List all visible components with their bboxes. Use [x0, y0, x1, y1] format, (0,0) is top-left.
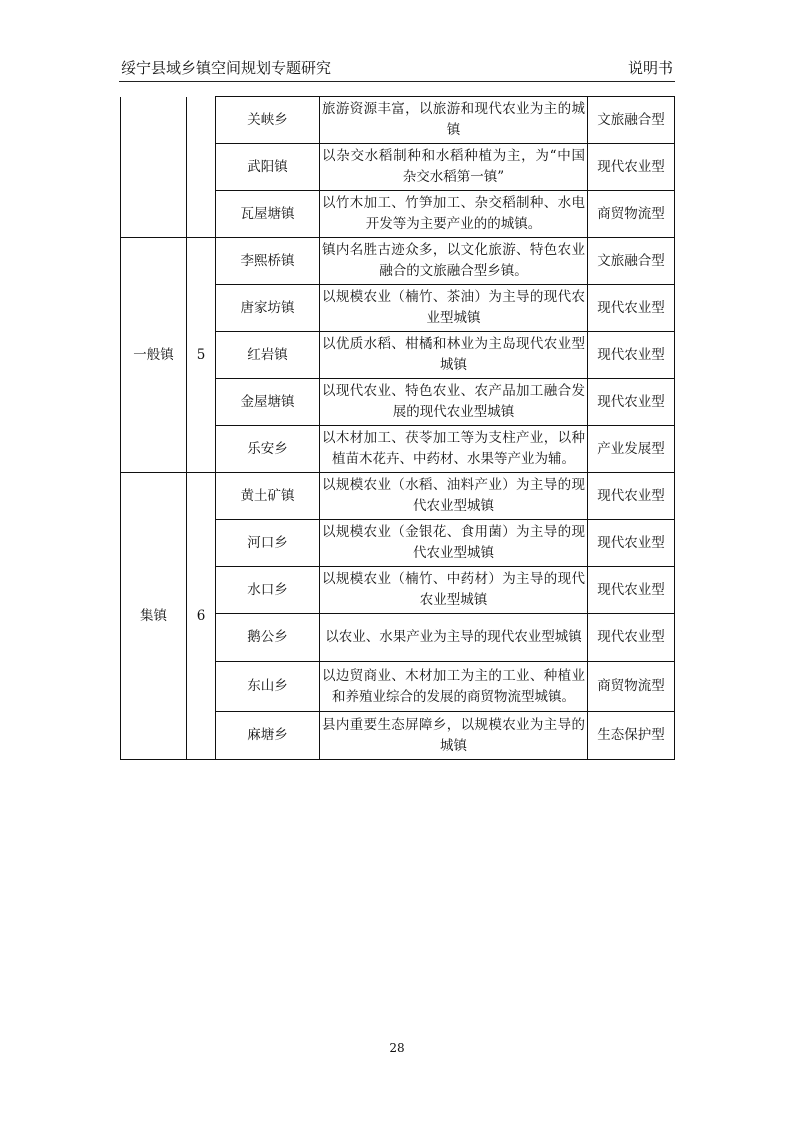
count-cell: 5 [187, 238, 216, 473]
category-cell: 集镇 [121, 473, 187, 760]
town-description: 以边贸商业、木材加工为主的工业、种植业和养殖业综合的发展的商贸物流型城镇。 [320, 662, 588, 712]
town-description: 以规模农业（水稻、油料产业）为主导的现代农业型城镇 [320, 473, 588, 520]
town-name: 河口乡 [216, 520, 320, 567]
town-type: 现代农业型 [588, 332, 675, 379]
count-cell [187, 97, 216, 238]
table-row [121, 238, 675, 285]
town-description: 以竹木加工、竹笋加工、杂交稻制种、水电开发等为主要产业的的城镇。 [320, 191, 588, 238]
town-type: 文旅融合型 [588, 238, 675, 285]
town-type: 现代农业型 [588, 285, 675, 332]
town-name: 麻塘乡 [216, 712, 320, 760]
category-cell [121, 97, 187, 238]
town-description: 以优质水稻、柑橘和林业为主岛现代农业型城镇 [320, 332, 588, 379]
town-name: 李熙桥镇 [216, 238, 320, 285]
town-type: 文旅融合型 [588, 97, 675, 144]
town-description: 以规模农业（金银花、食用菌）为主导的现代农业型城镇 [320, 520, 588, 567]
town-name: 武阳镇 [216, 144, 320, 191]
town-name: 东山乡 [216, 662, 320, 712]
town-name: 乐安乡 [216, 426, 320, 473]
township-classification-table [120, 96, 675, 760]
town-type: 产业发展型 [588, 426, 675, 473]
town-description: 以规模农业（楠竹、中药材）为主导的现代农业型城镇 [320, 567, 588, 614]
town-type: 现代农业型 [588, 567, 675, 614]
town-type: 商贸物流型 [588, 662, 675, 712]
town-type: 现代农业型 [588, 520, 675, 567]
town-description: 以农业、水果产业为主导的现代农业型城镇 [320, 614, 588, 662]
town-type: 生态保护型 [588, 712, 675, 760]
header-divider [119, 81, 675, 82]
town-name: 水口乡 [216, 567, 320, 614]
town-description: 旅游资源丰富，以旅游和现代农业为主的城镇 [320, 97, 588, 144]
town-type: 现代农业型 [588, 614, 675, 662]
town-type: 现代农业型 [588, 144, 675, 191]
town-description: 镇内名胜古迹众多，以文化旅游、特色农业融合的文旅融合型乡镇。 [320, 238, 588, 285]
town-name: 瓦屋塘镇 [216, 191, 320, 238]
town-type: 现代农业型 [588, 379, 675, 426]
town-name: 红岩镇 [216, 332, 320, 379]
town-name: 唐家坊镇 [216, 285, 320, 332]
document-type: 说明书 [627, 59, 673, 77]
document-title: 绥宁县域乡镇空间规划专题研究 [121, 59, 332, 77]
page-number: 28 [389, 1041, 405, 1055]
town-name: 金屋塘镇 [216, 379, 320, 426]
town-description: 以木材加工、茯苓加工等为支柱产业，以种植苗木花卉、中药材、水果等产业为辅。 [320, 426, 588, 473]
count-cell: 6 [187, 473, 216, 760]
town-name: 黄土矿镇 [216, 473, 320, 520]
category-cell: 一般镇 [121, 238, 187, 473]
town-name: 关峡乡 [216, 97, 320, 144]
town-type: 商贸物流型 [588, 191, 675, 238]
town-description: 县内重要生态屏障乡，以规模农业为主导的城镇 [320, 712, 588, 760]
town-description: 以现代农业、特色农业、农产品加工融合发展的现代农业型城镇 [320, 379, 588, 426]
table-row [121, 97, 675, 144]
town-description: 以规模农业（楠竹、茶油）为主导的现代农业型城镇 [320, 285, 588, 332]
town-name: 鹅公乡 [216, 614, 320, 662]
town-type: 现代农业型 [588, 473, 675, 520]
town-description: 以杂交水稻制种和水稻种植为主，为“中国杂交水稻第一镇” [320, 144, 588, 191]
table-row [121, 473, 675, 520]
